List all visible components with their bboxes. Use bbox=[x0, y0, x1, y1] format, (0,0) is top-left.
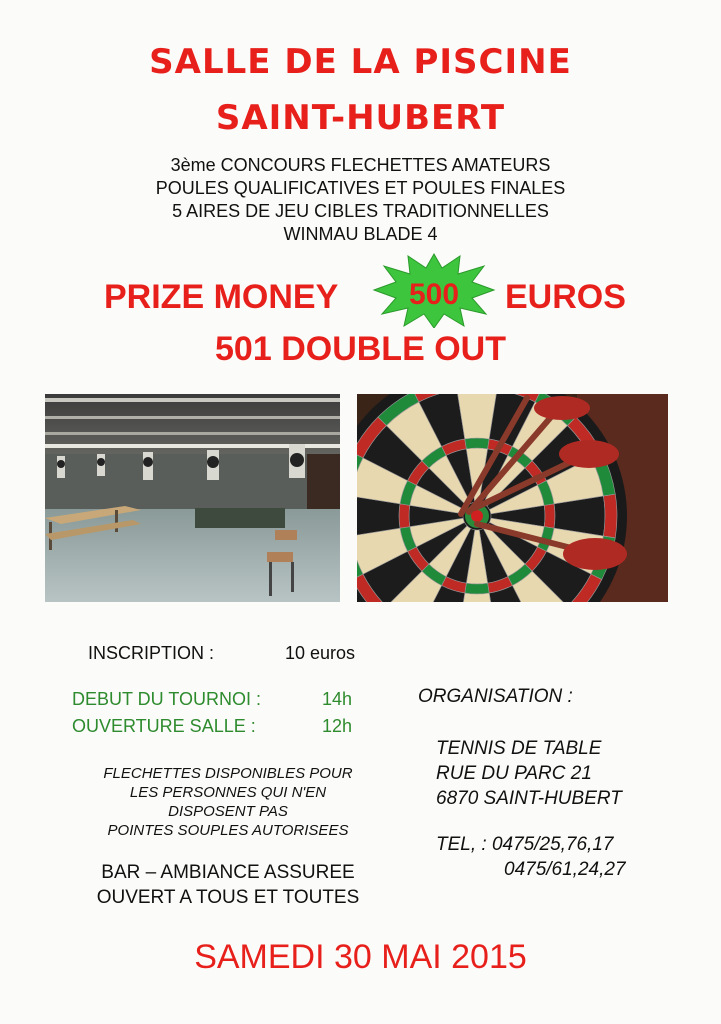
bar-line: OUVERT A TOUS ET TOUTES bbox=[96, 887, 360, 908]
venue-subtitle: SAINT-HUBERT bbox=[215, 98, 506, 138]
address-line: TENNIS DE TABLE bbox=[436, 738, 602, 759]
phone-2: 0475/61,24,27 bbox=[504, 859, 626, 880]
venue-title: SALLE DE LA PISCINE bbox=[149, 42, 572, 82]
event-info-line: WINMAU BLADE 4 bbox=[283, 224, 438, 244]
organisation-heading: ORGANISATION : bbox=[418, 686, 573, 707]
hall-photo bbox=[45, 394, 340, 602]
hall-opening-time: 12h bbox=[322, 716, 353, 736]
bar-line: BAR – AMBIANCE ASSUREE bbox=[101, 862, 355, 883]
event-info bbox=[0, 154, 721, 246]
note-line: DISPOSENT PAS bbox=[168, 803, 288, 820]
prize-currency: EUROS bbox=[505, 278, 626, 316]
game-format: 501 DOUBLE OUT bbox=[215, 330, 506, 368]
prize-money-label: PRIZE MONEY bbox=[104, 278, 339, 316]
event-info-line: 5 AIRES DE JEU CIBLES TRADITIONNELLES bbox=[172, 201, 549, 221]
event-info-line: 3ème CONCOURS FLECHETTES AMATEURS bbox=[170, 155, 551, 175]
hall-opening-label: OUVERTURE SALLE : bbox=[72, 716, 256, 736]
note-line: POINTES SOUPLES AUTORISEES bbox=[107, 822, 349, 839]
inscription-fee: 10 euros bbox=[285, 643, 356, 663]
prize-amount: 500 bbox=[408, 278, 460, 311]
inscription-label: INSCRIPTION : bbox=[88, 643, 215, 663]
note-line: FLECHETTES DISPONIBLES POUR bbox=[103, 765, 353, 782]
address-line: 6870 SAINT-HUBERT bbox=[436, 788, 622, 809]
dartboard-photo bbox=[357, 394, 668, 602]
event-info-line: POULES QUALIFICATIVES ET POULES FINALES bbox=[155, 178, 566, 198]
event-date: SAMEDI 30 MAI 2015 bbox=[194, 938, 527, 976]
address-line: RUE DU PARC 21 bbox=[436, 763, 592, 784]
organisation-address bbox=[436, 736, 622, 811]
note-line: LES PERSONNES QUI N'EN bbox=[129, 784, 327, 801]
bar-info bbox=[60, 860, 396, 910]
tournament-start-label: DEBUT DU TOURNOI : bbox=[72, 689, 262, 709]
phone-1: TEL, : 0475/25,76,17 bbox=[436, 834, 614, 855]
darts-notes bbox=[70, 764, 386, 840]
tournament-start-time: 14h bbox=[322, 689, 353, 709]
